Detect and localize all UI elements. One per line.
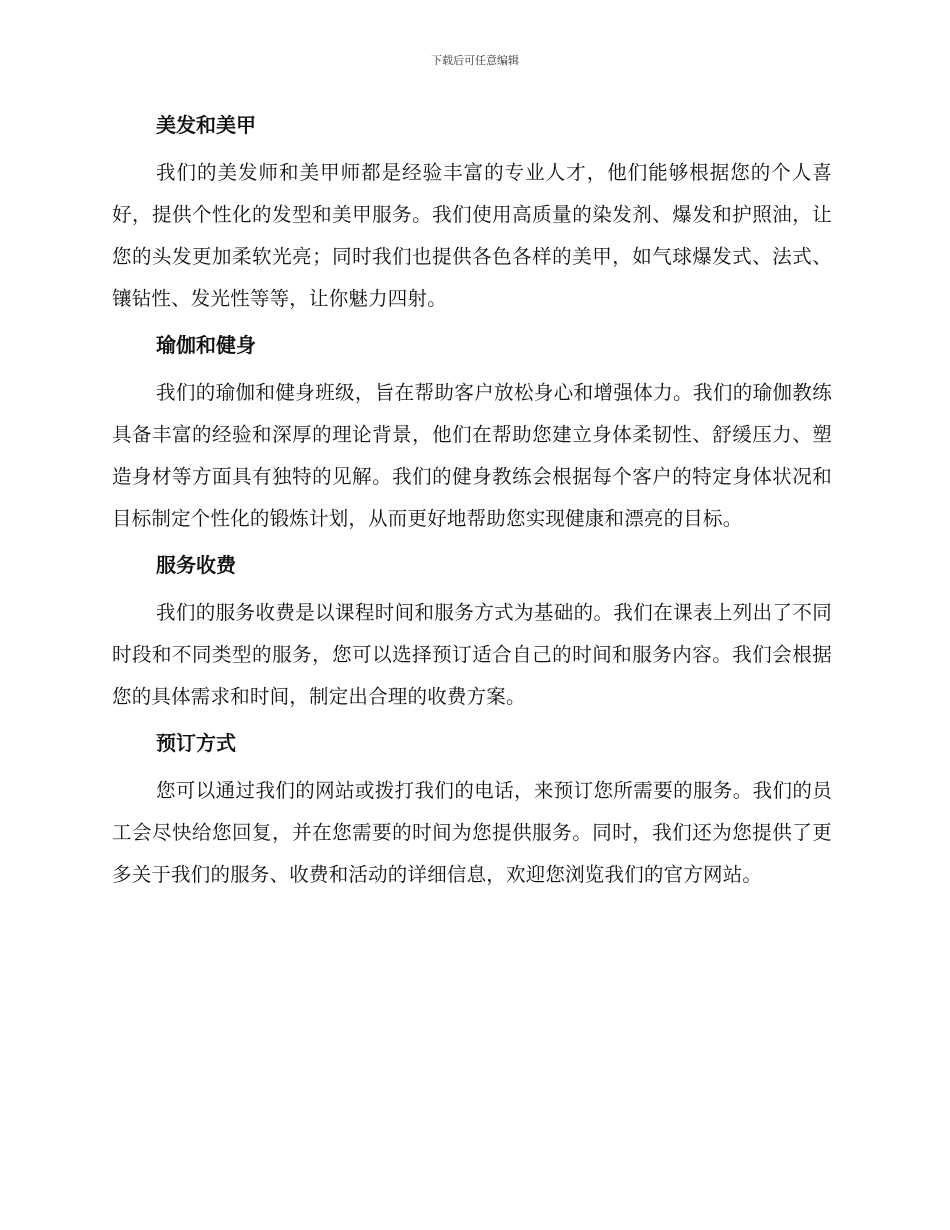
section-paragraph: 您可以通过我们的网站或拨打我们的电话，来预订您所需要的服务。我们的员工会尽快给您回复，并在您需要的时间为您提供服务。同时，我们还为您提供了更多关于我们的服务、收费和活动的详细信息，欢迎您浏览我们的官方网站。 [112,779,832,886]
section-paragraph: 我们的瑜伽和健身班级，旨在帮助客户放松身心和增强体力。我们的瑜伽教练具备丰富的经验和深厚的理论背景，他们在帮助您建立身体柔韧性、舒缓压力、塑造身材等方面具有独特的见解。我们的健身教练会根据每个客户的特定身体状况和目标制定个性化的锻炼计划，从而更好地帮助您实现健康和漂亮的目标。 [112,381,832,530]
section-paragraph: 我们的美发师和美甲师都是经验丰富的专业人才，他们能够根据您的个人喜好，提供个性化的发型和美甲服务。我们使用高质量的染发剂、爆发和护照油，让您的头发更加柔软光亮；同时我们也提供各色各样的美甲，如气球爆发式、法式、镶钻性、发光性等等，让你魅力四射。 [112,161,832,310]
section-booking-method [112,728,832,896]
section-hair-and-nails [112,110,832,320]
page-header: 下载后可任意编辑 [431,54,519,67]
section-yoga-and-fitness [112,330,832,540]
section-heading: 美发和美甲 [156,113,256,137]
section-heading: 瑜伽和健身 [156,333,256,357]
document-content [112,110,832,906]
section-paragraph: 我们的服务收费是以课程时间和服务方式为基础的。我们在课表上列出了不同时段和不同类型的服务，您可以选择预订适合自己的时间和服务内容。我们会根据您的具体需求和时间，制定出合理的收费方案。 [112,601,832,708]
section-heading: 预订方式 [156,731,236,755]
section-heading: 服务收费 [156,553,236,577]
section-service-fees [112,550,832,718]
